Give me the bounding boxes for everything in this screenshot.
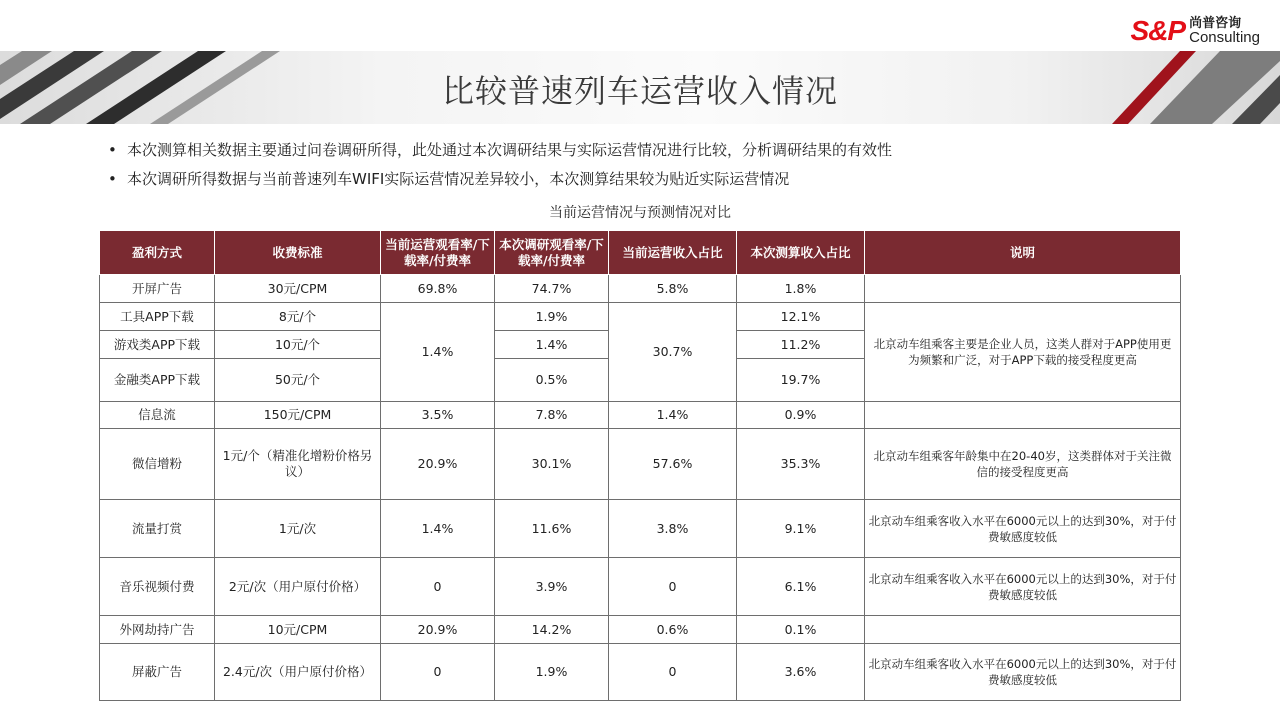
header-survey-rate: 本次调研观看率/下载率/付费率 xyxy=(495,231,609,275)
cell-current-rate-app-group: 1.4% xyxy=(381,303,495,402)
logo-mark: S&P xyxy=(1130,15,1186,46)
cell-current-share: 3.8% xyxy=(609,500,737,558)
company-logo xyxy=(1131,14,1260,48)
cell-current-rate: 0 xyxy=(381,644,495,701)
cell-note xyxy=(865,275,1181,303)
header-note: 说明 xyxy=(865,231,1181,275)
cell-method: 工具APP下载 xyxy=(100,303,215,331)
table-row xyxy=(100,402,1181,429)
bullet-text: 本次调研所得数据与当前普速列车WIFI实际运营情况差异较小，本次测算结果较为贴近实际运营情况 xyxy=(127,170,790,188)
cell-current-share: 5.8% xyxy=(609,275,737,303)
cell-method: 微信增粉 xyxy=(100,429,215,500)
cell-survey-rate: 1.4% xyxy=(495,331,609,359)
bullet-list xyxy=(108,138,892,196)
cell-fee: 8元/个 xyxy=(215,303,381,331)
comparison-table xyxy=(99,230,1181,701)
cell-note xyxy=(865,402,1181,429)
table-row xyxy=(100,616,1181,644)
cell-estimated-share: 3.6% xyxy=(737,644,865,701)
cell-current-rate: 3.5% xyxy=(381,402,495,429)
cell-current-share: 0 xyxy=(609,644,737,701)
cell-estimated-share: 11.2% xyxy=(737,331,865,359)
cell-fee: 30元/CPM xyxy=(215,275,381,303)
cell-current-rate: 1.4% xyxy=(381,500,495,558)
cell-fee: 2元/次（用户原付价格） xyxy=(215,558,381,616)
cell-survey-rate: 3.9% xyxy=(495,558,609,616)
cell-estimated-share: 9.1% xyxy=(737,500,865,558)
cell-survey-rate: 0.5% xyxy=(495,359,609,402)
cell-fee: 10元/个 xyxy=(215,331,381,359)
cell-fee: 1元/次 xyxy=(215,500,381,558)
cell-estimated-share: 35.3% xyxy=(737,429,865,500)
header-fee: 收费标准 xyxy=(215,231,381,275)
cell-fee: 10元/CPM xyxy=(215,616,381,644)
cell-current-share-app-group: 30.7% xyxy=(609,303,737,402)
bullet-item xyxy=(108,138,892,167)
cell-method: 金融类APP下载 xyxy=(100,359,215,402)
cell-current-rate: 69.8% xyxy=(381,275,495,303)
cell-survey-rate: 74.7% xyxy=(495,275,609,303)
bullet-item xyxy=(108,167,892,196)
cell-estimated-share: 6.1% xyxy=(737,558,865,616)
cell-fee: 2.4元/次（用户原付价格） xyxy=(215,644,381,701)
cell-current-share: 0 xyxy=(609,558,737,616)
header-current-rate: 当前运营观看率/下载率/付费率 xyxy=(381,231,495,275)
table-row xyxy=(100,558,1181,616)
cell-method: 外网劫持广告 xyxy=(100,616,215,644)
cell-method: 信息流 xyxy=(100,402,215,429)
cell-survey-rate: 7.8% xyxy=(495,402,609,429)
cell-method: 音乐视频付费 xyxy=(100,558,215,616)
cell-estimated-share: 19.7% xyxy=(737,359,865,402)
page-title: 比较普速列车运营收入情况 xyxy=(441,72,838,110)
cell-estimated-share: 0.9% xyxy=(737,402,865,429)
cell-current-share: 1.4% xyxy=(609,402,737,429)
cell-estimated-share: 12.1% xyxy=(737,303,865,331)
table-header-row xyxy=(100,231,1181,275)
cell-survey-rate: 30.1% xyxy=(495,429,609,500)
cell-current-rate: 20.9% xyxy=(381,429,495,500)
cell-survey-rate: 14.2% xyxy=(495,616,609,644)
table-row xyxy=(100,303,1181,331)
logo-text xyxy=(1189,17,1260,45)
cell-current-share: 57.6% xyxy=(609,429,737,500)
cell-method: 流量打赏 xyxy=(100,500,215,558)
cell-current-share: 0.6% xyxy=(609,616,737,644)
cell-fee: 150元/CPM xyxy=(215,402,381,429)
header-current-share: 当前运营收入占比 xyxy=(609,231,737,275)
table-caption: 当前运营情况与预测情况对比 xyxy=(549,205,731,221)
table-row xyxy=(100,275,1181,303)
cell-note: 北京动车组乘客收入水平在6000元以上的达到30%，对于付费敏感度较低 xyxy=(865,500,1181,558)
bullet-dot: • xyxy=(108,170,117,188)
cell-method: 游戏类APP下载 xyxy=(100,331,215,359)
cell-fee: 50元/个 xyxy=(215,359,381,402)
cell-fee: 1元/个（精准化增粉价格另议） xyxy=(215,429,381,500)
cell-estimated-share: 1.8% xyxy=(737,275,865,303)
bullet-text: 本次测算相关数据主要通过问卷调研所得，此处通过本次调研结果与实际运营情况进行比较，分析调研结果的有效性 xyxy=(127,141,893,159)
cell-note xyxy=(865,616,1181,644)
logo-english-name: Consulting xyxy=(1189,29,1260,46)
table-row xyxy=(100,500,1181,558)
cell-method: 屏蔽广告 xyxy=(100,644,215,701)
logo-chinese-name: 尚普咨询 xyxy=(1189,16,1242,31)
bullet-dot: • xyxy=(108,141,117,159)
cell-note-app-group: 北京动车组乘客主要是企业人员，这类人群对于APP使用更为频繁和广泛，对于APP下载的接受程度更高 xyxy=(865,303,1181,402)
cell-method: 开屏广告 xyxy=(100,275,215,303)
header-method: 盈利方式 xyxy=(100,231,215,275)
cell-note: 北京动车组乘客年龄集中在20-40岁，这类群体对于关注微信的接受程度更高 xyxy=(865,429,1181,500)
header-estimated-share: 本次测算收入占比 xyxy=(737,231,865,275)
cell-note: 北京动车组乘客收入水平在6000元以上的达到30%，对于付费敏感度较低 xyxy=(865,644,1181,701)
cell-estimated-share: 0.1% xyxy=(737,616,865,644)
cell-survey-rate: 1.9% xyxy=(495,303,609,331)
cell-current-rate: 0 xyxy=(381,558,495,616)
cell-note: 北京动车组乘客收入水平在6000元以上的达到30%，对于付费敏感度较低 xyxy=(865,558,1181,616)
cell-current-rate: 20.9% xyxy=(381,616,495,644)
cell-survey-rate: 1.9% xyxy=(495,644,609,701)
table-row xyxy=(100,644,1181,701)
cell-survey-rate: 11.6% xyxy=(495,500,609,558)
table-row xyxy=(100,429,1181,500)
